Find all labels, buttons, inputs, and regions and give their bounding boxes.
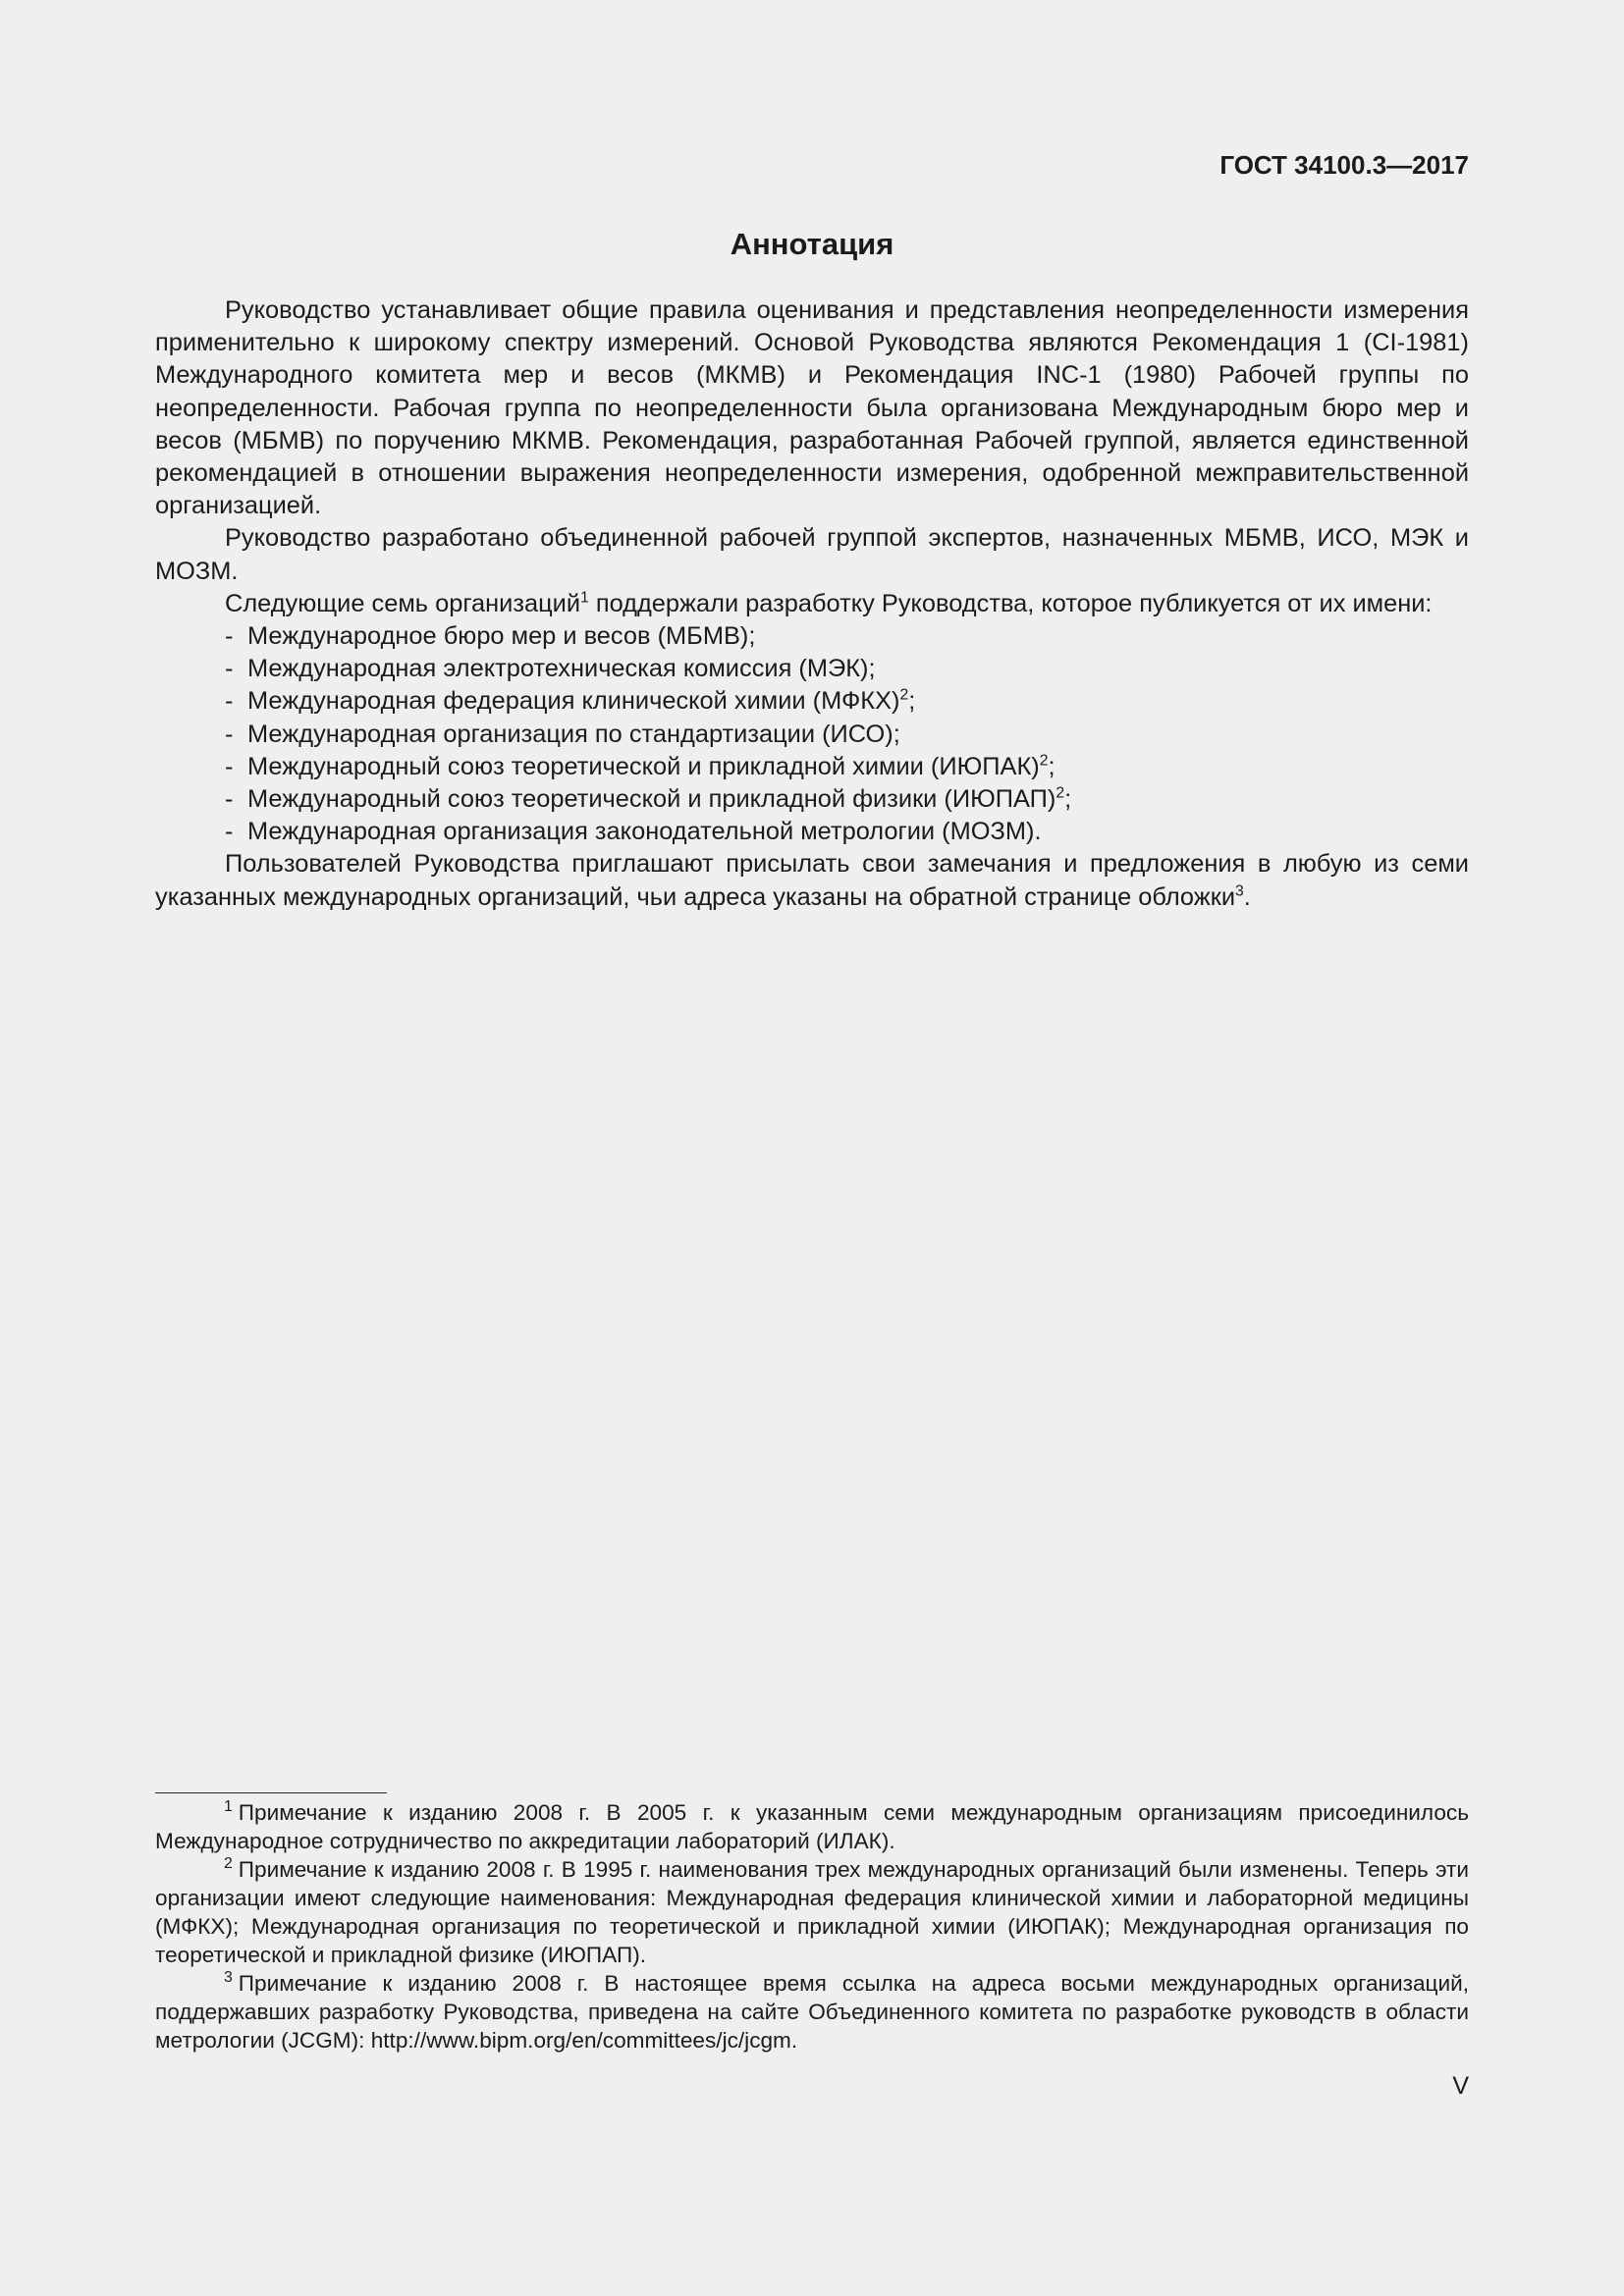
list-item [155,653,1469,685]
paragraph-2: Руководство разработано объединенной рабочей группой экспертов, назначенных МБМВ, ИСО, МЭК и МОЗМ. [155,524,1469,585]
footnote-number: 3 [224,1969,233,1987]
footnote-2 [155,1855,1469,1969]
footnote-ref-2: 2 [899,686,909,704]
paragraph-3 [155,588,1469,620]
footnotes [155,1798,1469,2055]
list-item-text: Международная федерация клинической химии (МФКХ) [247,687,900,716]
list-item [155,751,1469,783]
footnote-text: Примечание к изданию 2008 г. В настоящее время ссылка на адреса восьми международных организаций, поддержавших разработку Руководства, приведена на сайте Объединенного комитета по разработке руководств в области метрологии (JCGM): http://www.bipm.org/en/committees/jc/jcgm. [155,1971,1469,2053]
footnote-number: 2 [224,1855,233,1873]
list-item [155,620,1469,653]
paragraph-4-text: Пользователей Руководства приглашают присылать свои замечания и предложения в любую из семи указанных международных организаций, чьи адреса указаны на обратной странице обложки [155,850,1469,911]
list-item [155,719,1469,751]
footnote-ref-3: 3 [1235,881,1244,899]
list-item-text: Международный союз теоретической и прикладной физики (ИЮПАП) [247,785,1056,814]
organizations-list [155,620,1469,848]
paragraph-3-text-a: Следующие семь организаций [225,589,581,617]
list-item-text: Международная организация законодательной метрологии (МОЗМ). [247,818,1042,846]
list-dash: - [225,720,234,748]
footnote-text: Примечание к изданию 2008 г. В 2005 г. к указанным семи международным организациям присоединилось Международное сотрудничество по аккредитации лабораторий (ИЛАК). [155,1800,1469,1853]
paragraph-1: Руководство устанавливает общие правила оценивания и представления неопределенности измерения применительно к широкому спектру измерений. Основой Руководства являются Рекомендация 1 (CI-1981) Международного комитета мер и весов (МКМВ) и Рекомендация INC-1 (1980) Рабочей группы по неопределенности. Рабочая группа по неопределенности была организована Международным бюро мер и весов (МБМВ) по поручению МКМВ. Рекомендация, разработанная Рабочей группой, является единственной рекомендацией в отношении выражения неопределенности измерения, одобренной межправительственной организацией. [155,296,1469,520]
list-item-text: Международная электротехническая комиссия (МЭК); [247,655,876,683]
list-dash: - [225,655,234,683]
footnote-ref-1: 1 [580,589,589,607]
page-number: V [1452,2072,1469,2100]
footnote-1 [155,1798,1469,1855]
footnote-3 [155,1969,1469,2055]
footnote-number: 1 [224,1798,233,1816]
footnote-ref-2: 2 [1039,752,1049,770]
list-item-text: Международное бюро мер и весов (МБМВ); [247,622,756,651]
paragraph-4 [155,848,1469,913]
paragraph-4-end: . [1243,882,1251,911]
list-item-text: Международная организация по стандартизации (ИСО); [247,720,900,748]
footnote-separator [155,1792,387,1793]
list-item-end: ; [1064,785,1072,814]
list-item [155,685,1469,718]
list-item-end: ; [908,687,916,716]
list-dash: - [225,785,234,814]
list-item-end: ; [1048,752,1056,780]
list-dash: - [225,687,234,716]
page-title: Аннотация [730,227,894,261]
list-dash: - [225,818,234,846]
list-dash: - [225,752,234,780]
list-item [155,816,1469,848]
paragraph-3-text-b: поддержали разработку Руководства, которое публикуется от их имени: [588,589,1433,617]
list-dash: - [225,622,234,651]
annotation-body [155,294,1469,914]
list-item [155,783,1469,816]
footnote-ref-2: 2 [1056,784,1065,802]
document-code: ГОСТ 34100.3—2017 [1219,150,1469,180]
list-item-text: Международный союз теоретической и прикладной химии (ИЮПАК) [247,752,1040,780]
footnote-text: Примечание к изданию 2008 г. В 1995 г. наименования трех международных организаций были изменены. Теперь эти организации имеют следующие наименования: Международная федерация клинической химии и лабораторной медицины (МФКХ); Международная организация по теоретической и прикладной химии (ИЮПАК); Международная организация по теоретической и прикладной физике (ИЮПАП). [155,1857,1469,1967]
